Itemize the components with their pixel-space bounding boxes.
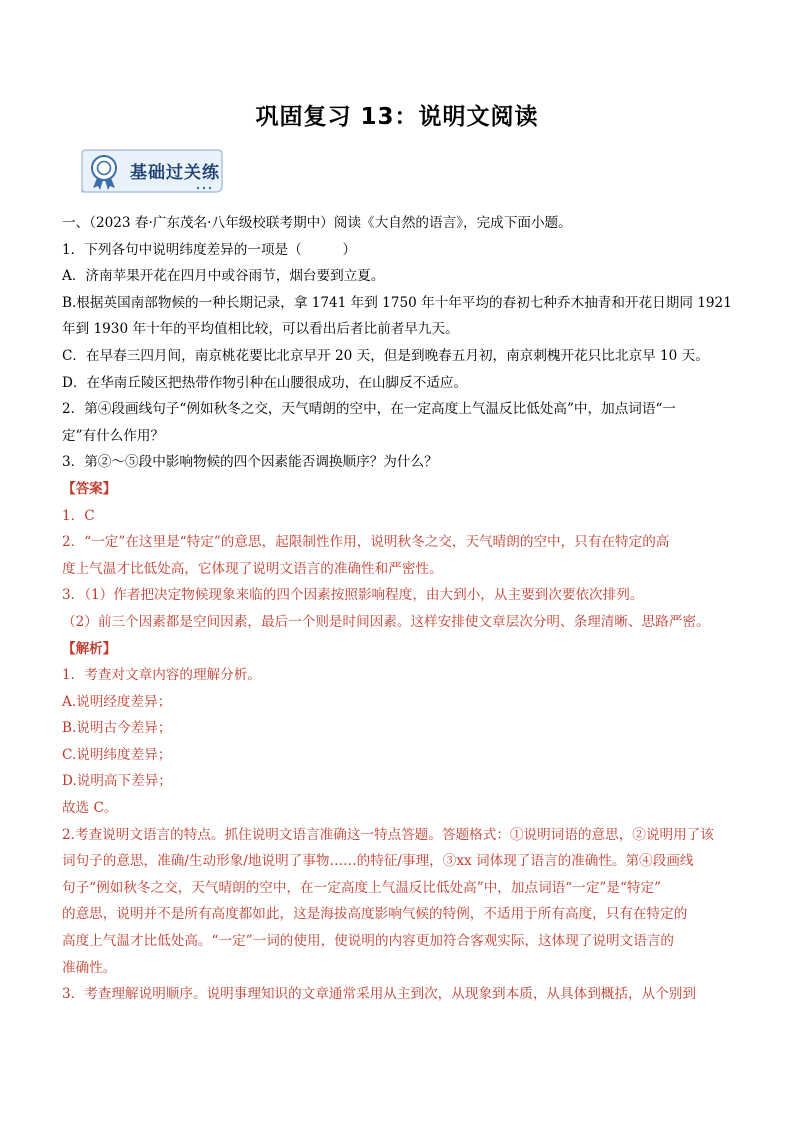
analysis-heading: 【解析】 (62, 640, 117, 657)
question-intro: 一、（2023 春·广东茂名·八年级校联考期中）阅读《大自然的语言》，完成下面小题。 (62, 215, 572, 231)
question-1-option-c: C．在早春三四月间，南京桃花要比北京早开 20 天，但是到晚春五月初，南京刺槐开花只比北京早 10 天。 (62, 347, 709, 364)
analysis-line: 句子“例如秋冬之交，天气晴朗的空中，在一定高度上气温反比低处高”中，加点词语“一定”是“特定” (62, 879, 662, 896)
analysis-line: 词句子的意思，准确/生动形象/地说明了事物……的特征/事理，③xx 词体现了语言的准确性。第④段画线 (62, 853, 694, 870)
analysis-line: 故选 C。 (62, 800, 118, 817)
analysis-line: 准确性。 (62, 959, 117, 976)
answer-line: （2）前三个因素都是空间因素，最后一个则是时间因素。这样安排使文章层次分明、条理清晰、思路严密。 (62, 613, 710, 630)
analysis-line: A.说明经度差异； (62, 693, 172, 710)
analysis-line: D.说明高下差异； (62, 773, 172, 790)
answer-line: 2．“一定”在这里是“特定”的意思，起限制性作用，说明秋冬之交，天气晴朗的空中，只有在特定的高 (62, 534, 670, 551)
answer-heading: 【答案】 (62, 480, 117, 497)
section-badge (78, 148, 226, 194)
question-1-stem: 1．下列各句中说明纬度差异的一项是（ ） (62, 241, 357, 258)
question-1-option-b-cont: 年到 1930 年十年的平均值相比较，可以看出后者比前者早九天。 (62, 321, 459, 338)
analysis-line: 的意思，说明并不是所有高度都如此，这是海拔高度影响气候的特例，不适用于所有高度，只有在特定的 (62, 906, 688, 923)
page-title: 巩固复习 13：说明文阅读 (255, 104, 539, 130)
question-2-line: 定”有什么作用？ (62, 427, 165, 444)
document-body (62, 210, 734, 1008)
question-1-option-a: A．济南苹果开花在四月中或谷雨节，烟台要到立夏。 (62, 268, 385, 285)
answer-line: 3．（1）作者把决定物候现象来临的四个因素按照影响程度，由大到小，从主要到次要依次排列。 (62, 587, 644, 604)
analysis-line: C.说明纬度差异； (62, 746, 172, 763)
answer-line: 度上气温才比低处高，它体现了说明文语言的准确性和严密性。 (62, 560, 443, 577)
analysis-line: 3．考查理解说明顺序。说明事理知识的文章通常采用从主到次，从现象到本质，从具体到概括，从个别到 (62, 986, 696, 1003)
question-2-line: 2．第④段画线句子“例如秋冬之交，天气晴朗的空中，在一定高度上气温反比低处高”中，加点词语“一 (62, 401, 677, 418)
question-3: 3．第②～⑤段中影响物候的四个因素能否调换顺序？为什么？ (62, 454, 438, 471)
answer-line: 1．C (62, 507, 95, 524)
analysis-line: 高度上气温才比低处高。“一定”一词的使用，使说明的内容更加符合客观实际，这体现了说明文语言的 (62, 933, 675, 950)
question-1-option-b: B.根据英国南部物候的一种长期记录，拿 1741 年到 1750 年十年平均的春初七种乔木抽青和开花日期同 1921 (62, 294, 732, 311)
analysis-line: 1．考查对文章内容的理解分析。 (62, 667, 261, 684)
badge-label: 基础过关练 (130, 163, 220, 183)
question-1-option-d: D．在华南丘陵区把热带作物引种在山腰很成功，在山脚反不适应。 (62, 374, 468, 391)
analysis-line: 2.考查说明文语言的特点。抓住说明文语言准确这一特点答题。答题格式：①说明词语的意思，②说明用了该 (62, 826, 714, 843)
analysis-line: B.说明古今差异； (62, 720, 172, 737)
